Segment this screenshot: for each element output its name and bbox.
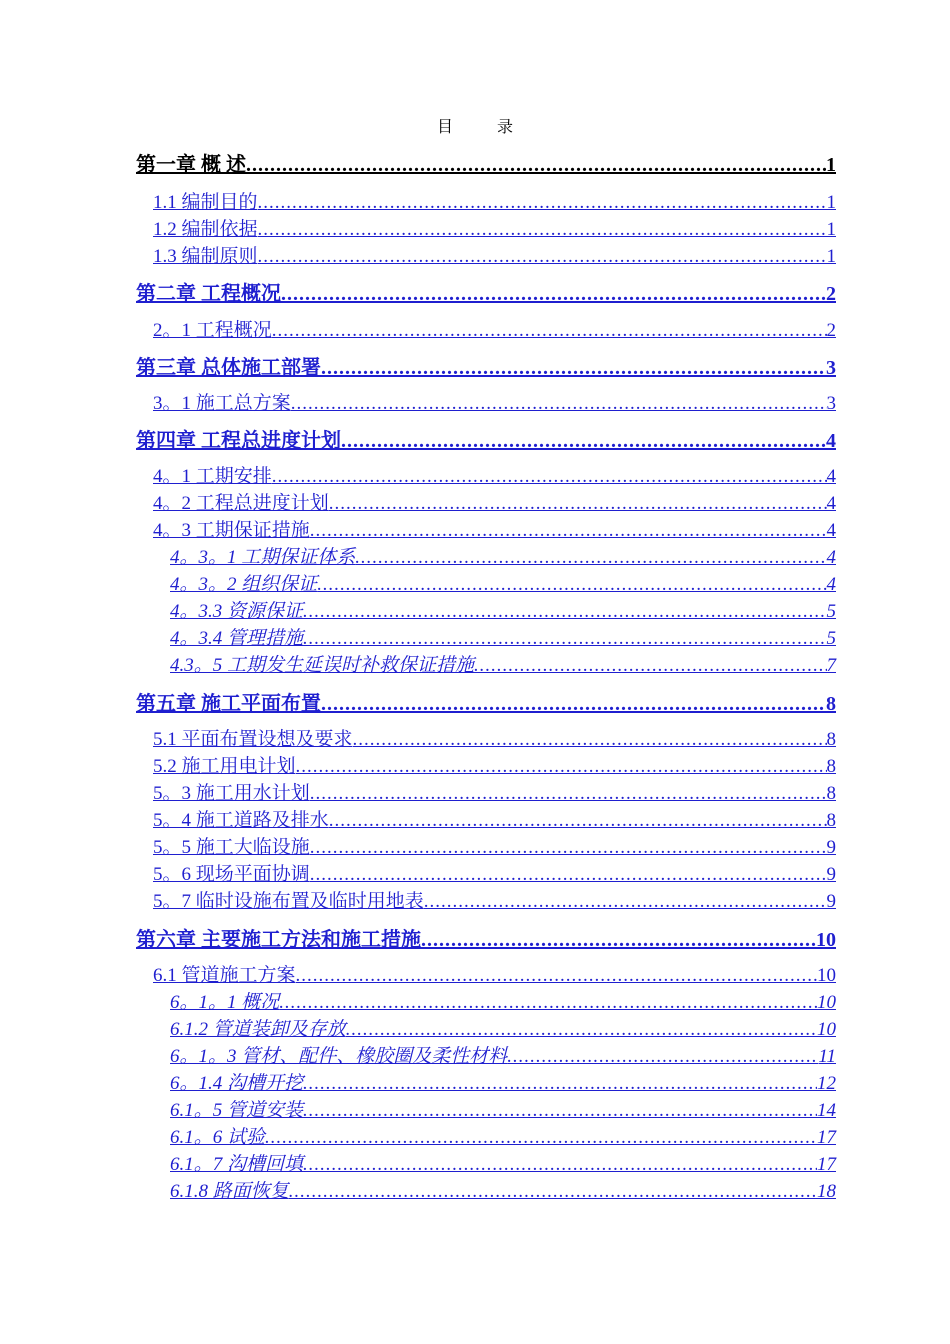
dot-leader [279,992,817,1014]
toc-entry-text: 6.1.2 管道装卸及存放 [170,1019,346,1040]
toc-subsection-4-3-3[interactable] [170,599,836,623]
toc-entry-text: 5。3 施工用水计划 [153,783,310,804]
dot-leader [329,810,827,832]
toc-entry-text: 第五章 施工平面布置 [136,693,321,715]
toc-page-number: 10 [816,929,836,951]
toc-subsection-6-1-4[interactable] [170,1071,836,1095]
toc-page-number: 1 [826,246,836,267]
dot-leader [303,601,826,623]
dot-leader [355,547,826,569]
toc-section-1-2[interactable] [153,217,836,241]
dot-leader [317,574,826,596]
toc-entry-text: 第一章 概 述 [136,154,246,176]
toc-entry-text: 1.1 编制目的 [153,192,258,213]
dot-leader [303,1073,817,1095]
toc-entry-text: 2。1 工程概况 [153,320,272,341]
dot-leader [265,1127,817,1149]
toc-page-number: 5 [826,628,836,649]
toc-entry-text: 6。1。1 概况 [170,992,280,1013]
dot-leader [289,1181,817,1203]
dot-leader [258,219,827,241]
toc-section-1-3[interactable] [153,244,836,268]
toc-page-number: 4 [826,520,836,541]
toc-subsection-6-1-8[interactable] [170,1179,836,1203]
dot-leader [424,891,827,913]
dot-leader [507,1046,818,1068]
toc-page-number: 12 [817,1073,836,1094]
toc-chapter-5[interactable] [136,690,836,716]
dot-leader [303,1154,817,1176]
toc-subsection-4-3-1[interactable] [170,545,836,569]
toc-subsection-4-3-2[interactable] [170,572,836,596]
toc-entry-text: 4。3。1 工期保证体系 [170,547,356,568]
toc-entry-text: 5。4 施工道路及排水 [153,810,329,831]
dot-leader [310,837,827,859]
toc-section-5-7[interactable] [153,889,836,913]
toc-page-number: 3 [826,393,836,414]
toc-section-5-3[interactable] [153,781,836,805]
dot-leader [303,1100,817,1122]
toc-page-number: 1 [826,192,836,213]
toc-entry-text: 第六章 主要施工方法和施工措施 [136,929,421,951]
toc-entry-text: 3。1 施工总方案 [153,393,291,414]
toc-subsection-4-3-4[interactable] [170,626,836,650]
toc-section-6-1[interactable] [153,963,836,987]
toc-page-number: 7 [826,655,836,676]
toc-page-number: 9 [826,837,836,858]
dot-leader [272,320,827,342]
toc-entry-text: 6.1.8 路面恢复 [170,1181,289,1202]
dot-leader [329,493,827,515]
toc-page-number: 8 [826,729,836,750]
dot-leader [353,729,827,751]
toc-page-number: 9 [826,864,836,885]
toc-page-number: 4 [826,493,836,514]
toc-entry-text: 5。5 施工大临设施 [153,837,310,858]
dot-leader [296,756,827,778]
toc-page-number: 14 [817,1100,836,1121]
dot-leader [474,655,826,677]
toc-page-number: 2 [826,320,836,341]
toc-entry-text: 5.2 施工用电计划 [153,756,296,777]
toc-section-5-4[interactable] [153,808,836,832]
toc-entry-text: 4。3。2 组织保证 [170,574,318,595]
toc-subsection-6-1-6[interactable] [170,1125,836,1149]
toc-page-number: 8 [826,783,836,804]
toc-page-number: 18 [817,1181,836,1202]
toc-chapter-6[interactable] [136,926,836,952]
toc-chapter-4[interactable] [136,427,836,453]
toc-chapter-1[interactable] [136,151,836,177]
toc-page-number: 3 [826,357,836,379]
toc-page-number: 8 [826,810,836,831]
title-part-1: 目 [436,119,453,136]
dot-leader [291,393,827,415]
dot-leader [310,520,827,542]
page-title [0,114,950,137]
dot-leader [346,1019,817,1041]
dot-leader [321,693,826,716]
toc-entry-text: 4。3.4 管理措施 [170,628,304,649]
toc-page-number: 10 [817,965,836,986]
toc-page-number: 1 [826,219,836,240]
dot-leader [296,965,817,987]
toc-page-number: 8 [826,756,836,777]
toc-page-number: 4 [826,430,836,452]
dot-leader [258,192,827,214]
dot-leader [272,466,827,488]
toc-section-5-2[interactable] [153,754,836,778]
toc-entry-text: 4。3.3 资源保证 [170,601,304,622]
toc-page-number: 4 [826,466,836,487]
toc-page-number: 2 [826,283,836,305]
toc-entry-text: 5。6 现场平面协调 [153,864,310,885]
toc-page-number: 11 [818,1046,836,1067]
toc-entry-text: 1.3 编制原则 [153,246,258,267]
toc-page-number: 4 [826,574,836,595]
dot-leader [321,357,826,380]
toc-page-number: 5 [826,601,836,622]
toc-entry-text: 5.1 平面布置设想及要求 [153,729,353,750]
toc-page-number: 4 [826,547,836,568]
toc-subsection-6-1-2[interactable] [170,1017,836,1041]
toc-entry-text: 6.1。6 试验 [170,1127,266,1148]
dot-leader [421,929,816,952]
toc-section-4-3[interactable] [153,518,836,542]
toc-section-5-1[interactable] [153,727,836,751]
toc-section-4-2[interactable] [153,491,836,515]
toc-entry-text: 第三章 总体施工部署 [136,357,321,379]
toc-chapter-2[interactable] [136,280,836,306]
toc-entry-text: 第四章 工程总进度计划 [136,430,341,452]
toc-subsection-6-1-5[interactable] [170,1098,836,1122]
toc-section-2-1[interactable] [153,318,836,342]
toc-entry-text: 5。7 临时设施布置及临时用地表 [153,891,424,912]
toc-entry-text: 1.2 编制依据 [153,219,258,240]
dot-leader [246,154,826,177]
toc-entry-text: 4。3 工期保证措施 [153,520,310,541]
toc-entry-text: 第二章 工程概况 [136,283,281,305]
toc-section-1-1[interactable] [153,190,836,214]
toc-entry-text: 6。1.4 沟槽开挖 [170,1073,304,1094]
toc-entry-text: 4。2 工程总进度计划 [153,493,329,514]
toc-entry-text: 6.1 管道施工方案 [153,965,296,986]
toc-entry-text: 4。1 工期安排 [153,466,272,487]
toc-section-4-1[interactable] [153,464,836,488]
toc-chapter-3[interactable] [136,354,836,380]
toc-page-number: 1 [826,154,836,176]
dot-leader [281,283,826,306]
dot-leader [258,246,827,268]
dot-leader [310,783,827,805]
toc-subsection-6-1-1[interactable] [170,990,836,1014]
toc-subsection-6-1-7[interactable] [170,1152,836,1176]
toc-entry-text: 6.1。5 管道安装 [170,1100,304,1121]
toc-entry-text: 6.1。7 沟槽回填 [170,1154,304,1175]
toc-page-number: 9 [826,891,836,912]
toc-subsection-4-3-5[interactable] [170,653,836,677]
toc-entry-text: 6。1。3 管材、配件、橡胶圈及柔性材料 [170,1046,508,1067]
dot-leader [341,430,826,453]
title-part-2: 录 [497,119,514,136]
toc-section-3-1[interactable] [153,391,836,415]
dot-leader [310,864,827,886]
toc-section-5-5[interactable] [153,835,836,859]
toc-section-5-6[interactable] [153,862,836,886]
toc-page-number: 8 [826,693,836,715]
toc-page-number: 10 [817,992,836,1013]
dot-leader [303,628,826,650]
toc-entry-text: 4.3。5 工期发生延误时补救保证措施 [170,655,475,676]
toc-subsection-6-1-3[interactable] [170,1044,836,1068]
toc-page-number: 17 [817,1127,836,1148]
toc-page-number: 10 [817,1019,836,1040]
toc-page-number: 17 [817,1154,836,1175]
